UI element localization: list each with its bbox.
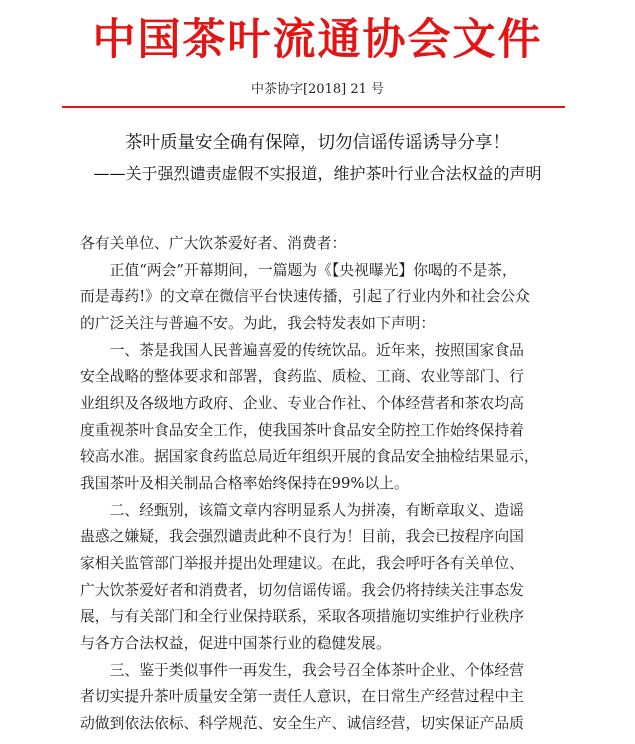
body-line: 二、经甄别，该篇文章内容明显系人为拼凑，有断章取义、造谣: [80, 501, 524, 519]
body-line: 广大饮茶爱好者和消费者，切勿信谣传谣。我会仍将持续关注事态发: [80, 581, 524, 599]
statement-subtitle: ——关于强烈谴责虚假不实报道，维护茶叶行业合法权益的声明: [93, 164, 542, 183]
statement-title: 茶叶质量安全确有保障，切勿信谣传谣诱导分享！: [125, 133, 510, 153]
body-line: 业组织及各级地方政府、企业、专业合作社、个体经营者和茶农均高: [80, 395, 524, 412]
body-line: 正值“两会”开幕期间，一篇题为《【央视曝光】你喝的不是茶，: [80, 261, 517, 279]
red-divider-line: [62, 106, 565, 108]
body-line: 展，与有关部门和全行业保持联系，采取各项措施切实维护行业秩序: [80, 608, 524, 626]
body-line: 安全战略的整体要求和部署，食药监、质检、工商、农业等部门、行: [80, 368, 524, 386]
body-line: 各有关单位、广大饮茶爱好者、消费者：: [80, 235, 347, 252]
body-line: 者切实提升茶叶质量安全第一责任人意识，在日常生产经营过程中主: [80, 688, 524, 706]
body-line: 蛊惑之嫌疑，我会强烈谴责此种不良行为！目前，我会已按程序向国: [80, 528, 524, 546]
document-number: 中茶协字[2018] 21 号: [250, 82, 385, 97]
body-line: 我国茶叶及相关制品合格率始终保持在99%以上。: [80, 475, 409, 492]
body-line: 度重视茶叶食品安全工作，使我国茶叶食品安全防控工作始终保持着: [80, 421, 524, 439]
body-line: 的广泛关注与普遍不安。为此，我会特发表如下声明：: [80, 315, 436, 332]
body-line: 家相关监管部门举报并提出处理建议。在此，我会呼吁各有关单位、: [80, 555, 524, 572]
body-line: 动做到依法依标、科学规范、安全生产、诚信经营，切实保证产品质: [80, 715, 524, 732]
body-line: 与各方合法权益，促进中国茶行业的稳健发展。: [80, 635, 391, 652]
body-line: 三、鉴于类似事件一再发生，我会号召全体茶叶企业、个体经营: [80, 661, 524, 679]
body-line: 一、茶是我国人民普遍喜爱的传统饮品。近年来，按照国家食品: [80, 341, 524, 359]
body-line: 较高水准。据国家食药监总局近年组织开展的食品安全抽检结果显示，: [80, 448, 539, 466]
masthead-title: 中国茶叶流通协会文件: [92, 15, 543, 65]
body-line: 而是毒药!》的文章在微信平台快速传播，引起了行业内外和社会公众: [80, 288, 530, 306]
